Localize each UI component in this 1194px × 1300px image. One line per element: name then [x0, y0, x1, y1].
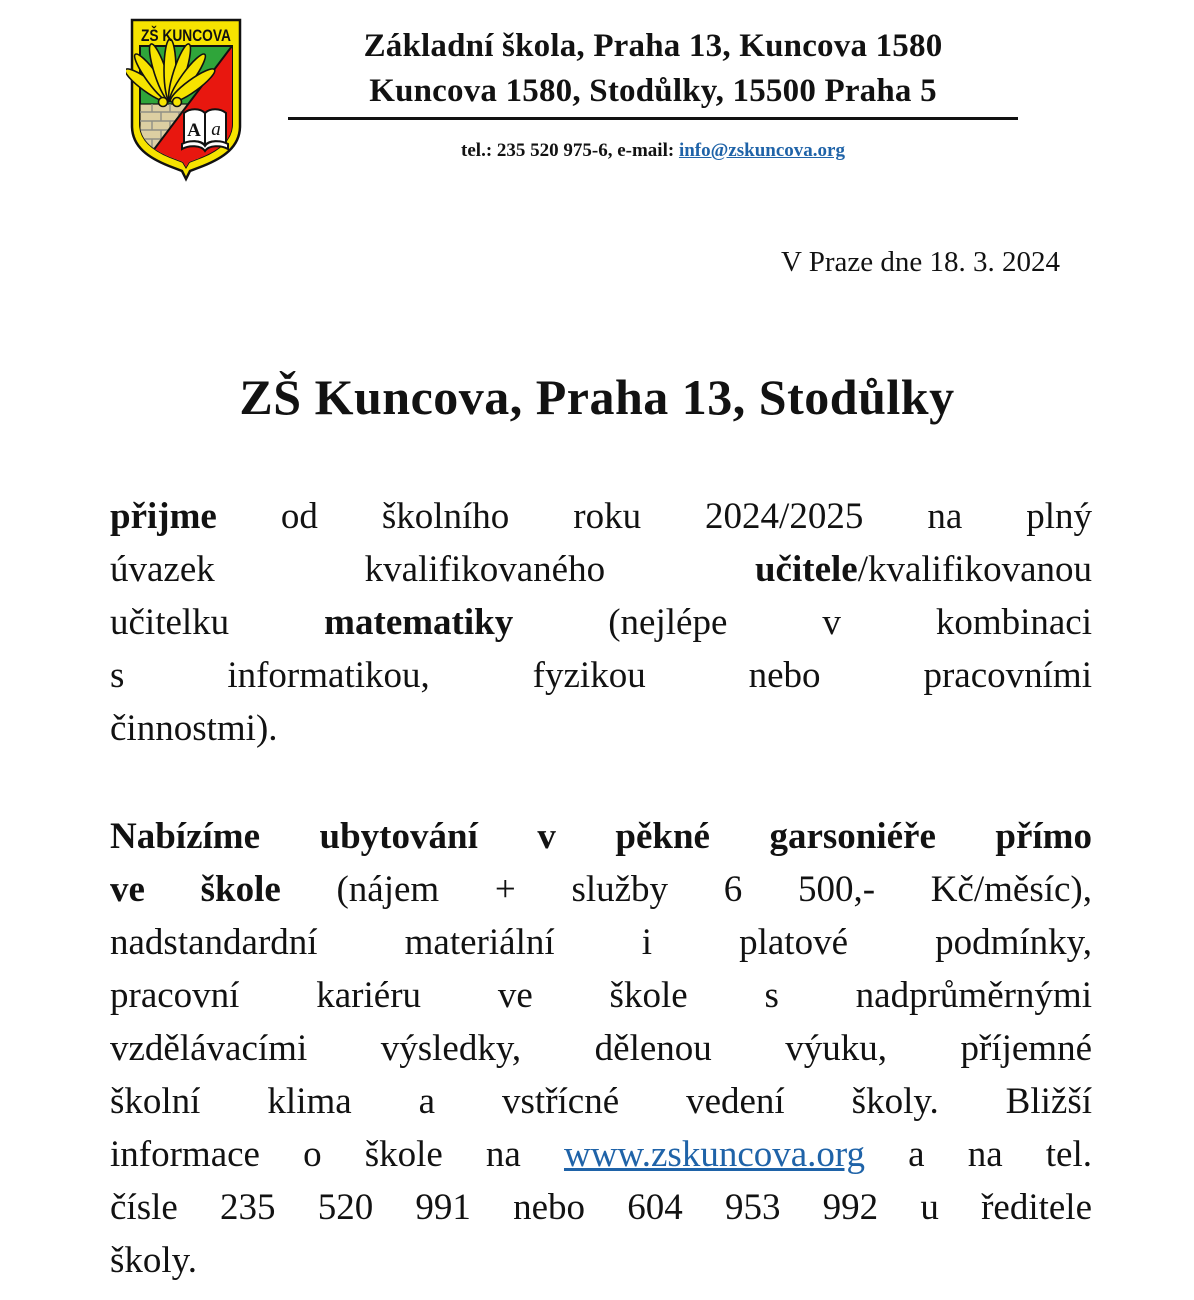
- text-line: [110, 1234, 1092, 1287]
- text-line: [110, 1075, 1092, 1128]
- contact-line: [288, 140, 1018, 162]
- text-line: [110, 543, 1092, 596]
- book-letter-a-upper: A: [187, 120, 201, 141]
- text-run: s informatikou, fyzikou nebo pracovními: [110, 655, 1092, 696]
- paragraph-job-offer: [110, 490, 1092, 755]
- text-run: od školního roku 2024/2025 na plný: [216, 496, 1092, 537]
- text-line: [110, 596, 1092, 649]
- text-line: [110, 969, 1092, 1022]
- website-link[interactable]: www.zskuncova.org: [563, 1134, 866, 1175]
- bold-text-run: ve škole: [110, 869, 281, 910]
- text-line: [110, 1181, 1092, 1234]
- text-line: [110, 1128, 1092, 1181]
- text-run: (nájem + služby 6 500,- Kč/měsíc),: [280, 869, 1092, 910]
- open-book-icon: [182, 109, 228, 151]
- logo-banner-text: ZŠ KUNCOVA: [141, 26, 231, 45]
- school-name-line: Základní škola, Praha 13, Kuncova 1580: [363, 28, 943, 64]
- text-run: školy.: [110, 1240, 198, 1281]
- text-run: (nejlépe v kombinaci: [513, 602, 1092, 643]
- text-run: pracovní kariéru ve škole s nadprůměrnými: [110, 975, 1092, 1016]
- letter-body: [110, 490, 1092, 1287]
- date-line: V Praze dne 18. 3. 2024: [781, 246, 1060, 278]
- email-link[interactable]: info@zskuncova.org: [678, 140, 845, 161]
- book-letter-a-lower: a: [211, 119, 221, 140]
- document-title: ZŠ Kuncova, Praha 13, Stodůlky: [239, 369, 955, 425]
- text-line: [110, 702, 1092, 755]
- text-line: [110, 649, 1092, 702]
- header-divider: [288, 117, 1018, 120]
- contact-prefix: tel.: 235 520 975-6, e-mail:: [461, 140, 679, 161]
- text-run: čísle 235 520 991 nebo 604 953 992 u ředitele: [110, 1187, 1092, 1228]
- text-run: činnostmi).: [110, 708, 278, 749]
- bold-text-run: přijme: [110, 496, 217, 537]
- text-line: [110, 1022, 1092, 1075]
- bold-text-run: učitele: [754, 549, 858, 590]
- text-run: učitelku: [110, 602, 325, 643]
- bold-text-run: matematiky: [324, 602, 514, 643]
- school-crest-logo: [126, 16, 246, 182]
- text-line: [110, 863, 1092, 916]
- text-line: [110, 810, 1092, 863]
- text-run: informace o škole na: [110, 1134, 564, 1175]
- text-run: /kvalifikovanou: [857, 549, 1092, 590]
- text-run: a na tel.: [865, 1134, 1093, 1175]
- text-line: [110, 490, 1092, 543]
- text-line: [110, 916, 1092, 969]
- letterhead: [288, 24, 1018, 162]
- crest-icon: [126, 16, 246, 182]
- text-run: školní klima a vstřícné vedení školy. Bližší: [110, 1081, 1092, 1122]
- text-run: vzdělávacími výsledky, dělenou výuku, příjemné: [110, 1028, 1092, 1069]
- text-run: úvazek kvalifikovaného: [110, 549, 755, 590]
- text-run: nadstandardní materiální i platové podmínky,: [110, 922, 1092, 963]
- school-address-line: Kuncova 1580, Stodůlky, 15500 Praha 5: [369, 73, 937, 109]
- bold-text-run: Nabízíme ubytování v pěkné garsoniéře přímo: [110, 816, 1092, 857]
- paragraph-benefits: [110, 810, 1092, 1287]
